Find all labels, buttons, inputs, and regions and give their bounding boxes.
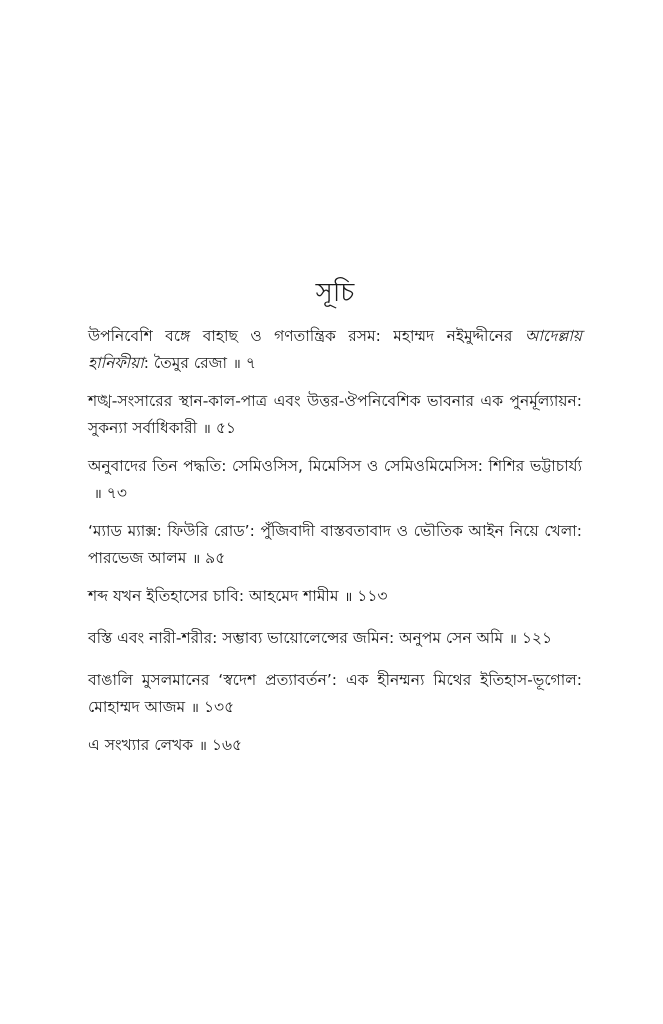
table-of-contents xyxy=(88,323,582,774)
entry-title: ‘ম্যাড ম্যাক্স: ফিউরি রোড’: পুঁজিবাদী বাস্তবতাবাদ ও ভৌতিক আইন নিয়ে খেলা: পারভেজ আলম xyxy=(88,522,582,567)
separator-mark: ॥ xyxy=(509,632,516,647)
separator-mark: ॥ xyxy=(344,590,352,605)
page-number: ১১৩ xyxy=(357,587,388,605)
separator-mark: ॥ xyxy=(191,701,198,716)
separator-mark: ॥ xyxy=(192,552,200,567)
entry-title: বস্তি এবং নারী-শরীর: সম্ভাব্য ভায়োলেন্সের জমিন: অনুপম সেন অমি xyxy=(88,629,504,647)
entry-author: : তৈমুর রেজা xyxy=(143,354,228,372)
entry-title: অনুবাদের তিন পদ্ধতি: সেমিওসিস, মিমেসিস ও সেমিওমিমেসিস: শিশির ভট্টাচার্য্য xyxy=(88,457,582,475)
toc-entry[interactable] xyxy=(88,667,582,722)
page-number: ৭ xyxy=(245,354,256,372)
separator-mark: ॥ xyxy=(203,422,210,437)
toc-entry[interactable] xyxy=(88,323,582,378)
toc-entry[interactable] xyxy=(88,518,582,573)
separator-mark: ॥ xyxy=(94,487,101,502)
entry-title: বাঙালি মুসলমানের ‘স্বদেশ প্রত্যাবর্তন’: এক হীনম্মন্য মিথের ইতিহাস-ভূগোল: মোহাম্মদ আজম xyxy=(88,671,582,716)
toc-entry[interactable] xyxy=(88,732,582,760)
page-number: ৭৩ xyxy=(106,484,127,502)
entry-title: শঙ্খ-সংসারের স্থান-কাল-পাত্র এবং উত্তর-ঔপনিবেশিক ভাবনার এক পুনর্মূল্যায়ন: সুকন্যা সর্বাধিকারী xyxy=(88,392,582,437)
page-title: সূচি xyxy=(315,278,355,308)
toc-entry[interactable] xyxy=(88,453,582,508)
page-number: ১৬৫ xyxy=(211,736,243,754)
separator-mark: ॥ xyxy=(199,739,206,754)
page-number: ৯৫ xyxy=(205,549,226,567)
entry-title: উপনিবেশি বঙ্গে বাহাছ ও গণতান্ত্রিক রসম: মহাম্মদ নইমুদ্দীনের xyxy=(88,327,525,345)
toc-entry[interactable] xyxy=(88,388,582,443)
entry-title: এ সংখ্যার লেখক xyxy=(88,736,194,754)
page-number: ১২১ xyxy=(521,629,553,647)
entry-title-italic: আদেল্লায় হানিফীয়া xyxy=(88,327,582,372)
separator-mark: ॥ xyxy=(233,357,240,372)
entry-title: শব্দ যখন ইতিহাসের চাবি: আহমেদ শামীম xyxy=(88,587,339,605)
toc-entry[interactable] xyxy=(88,625,582,653)
page-number: ১৩৫ xyxy=(203,698,235,716)
toc-entry[interactable] xyxy=(88,583,582,611)
page-number: ৫১ xyxy=(215,419,236,437)
